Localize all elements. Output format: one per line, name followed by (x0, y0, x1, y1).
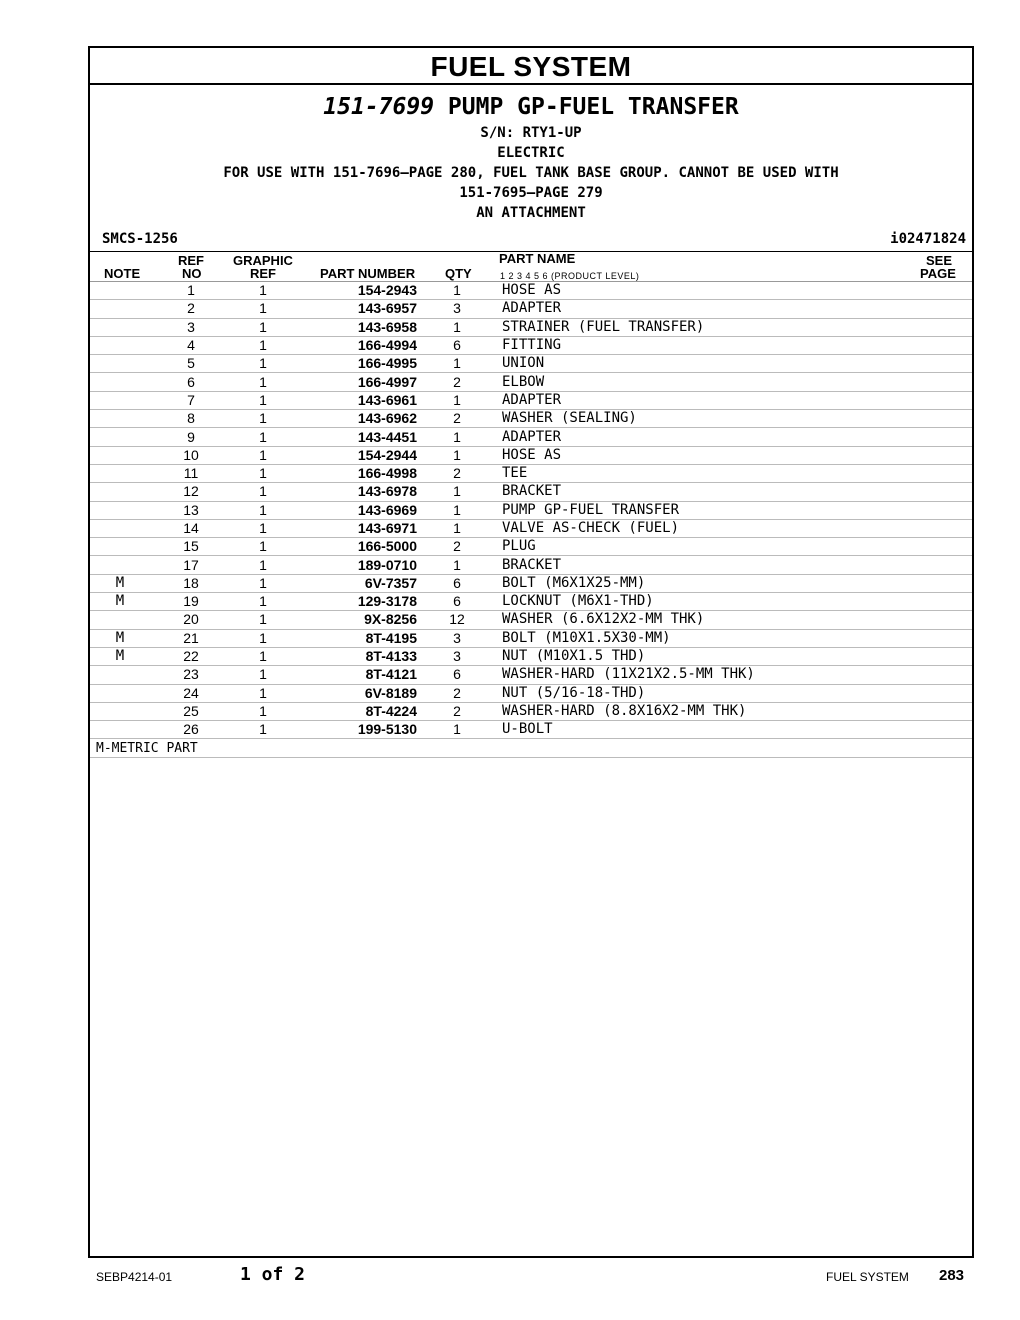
row-note (90, 410, 150, 428)
footer-page-of: 1 of 2 (240, 1264, 306, 1285)
row-ref-no: 9 (150, 428, 232, 446)
row-graphic-ref: 1 (232, 721, 294, 739)
row-part-number: 8T-4195 (294, 629, 420, 647)
row-qty: 2 (420, 702, 494, 720)
row-part-name: BOLT (M6X1X25-MM) (494, 574, 912, 592)
row-see-page (912, 501, 972, 519)
row-graphic-ref: 1 (232, 556, 294, 574)
row-part-name: TEE (494, 464, 912, 482)
row-ref-no: 2 (150, 300, 232, 318)
row-see-page (912, 428, 972, 446)
row-part-number: 9X-8256 (294, 611, 420, 629)
row-qty: 6 (420, 574, 494, 592)
col-part-name-header: PART NAME (499, 251, 576, 266)
row-part-name: NUT (M10X1.5 THD) (494, 647, 912, 665)
row-part-number: 143-6962 (294, 410, 420, 428)
row-ref-no: 26 (150, 721, 232, 739)
group-part-number: 151-7699 (323, 94, 435, 120)
row-part-number: 143-4451 (294, 428, 420, 446)
row-qty: 1 (420, 556, 494, 574)
row-see-page (912, 593, 972, 611)
row-part-number: 143-6957 (294, 300, 420, 318)
row-part-name: BRACKET (494, 556, 912, 574)
row-part-name: BOLT (M10X1.5X30-MM) (494, 629, 912, 647)
row-graphic-ref: 1 (232, 519, 294, 537)
row-part-name: ELBOW (494, 373, 912, 391)
row-part-name: PUMP GP-FUEL TRANSFER (494, 501, 912, 519)
row-graphic-ref: 1 (232, 391, 294, 409)
row-part-name: LOCKNUT (M6X1-THD) (494, 593, 912, 611)
row-see-page (912, 355, 972, 373)
row-ref-no: 1 (150, 282, 232, 300)
row-part-name: UNION (494, 355, 912, 373)
row-part-number: 189-0710 (294, 556, 420, 574)
row-graphic-ref: 1 (232, 684, 294, 702)
group-title (90, 92, 972, 122)
row-ref-no: 5 (150, 355, 232, 373)
row-see-page (912, 410, 972, 428)
row-see-page (912, 391, 972, 409)
row-note (90, 373, 150, 391)
row-see-page (912, 282, 972, 300)
table-row (90, 373, 972, 391)
table-row (90, 501, 972, 519)
row-see-page (912, 647, 972, 665)
table-row (90, 629, 972, 647)
row-qty: 2 (420, 464, 494, 482)
col-ref-header-top: REF (178, 253, 204, 268)
row-graphic-ref: 1 (232, 611, 294, 629)
parts-table (90, 282, 972, 739)
row-qty: 1 (420, 428, 494, 446)
row-qty: 6 (420, 666, 494, 684)
row-see-page (912, 446, 972, 464)
row-note (90, 464, 150, 482)
row-graphic-ref: 1 (232, 318, 294, 336)
row-see-page (912, 538, 972, 556)
row-part-number: 199-5130 (294, 721, 420, 739)
row-part-name: WASHER (6.6X12X2-MM THK) (494, 611, 912, 629)
row-see-page (912, 666, 972, 684)
row-ref-no: 17 (150, 556, 232, 574)
row-graphic-ref: 1 (232, 666, 294, 684)
row-see-page (912, 702, 972, 720)
col-see-header-top: SEE (926, 253, 953, 268)
row-qty: 12 (420, 611, 494, 629)
smcs-code: SMCS-1256 (102, 231, 178, 247)
row-part-number: 166-5000 (294, 538, 420, 556)
row-graphic-ref: 1 (232, 410, 294, 428)
row-note (90, 556, 150, 574)
row-part-number: 166-4995 (294, 355, 420, 373)
row-note: M (90, 574, 150, 592)
row-ref-no: 20 (150, 611, 232, 629)
spec-line: ELECTRIC (497, 145, 565, 161)
col-graphic-header-top: GRAPHIC (233, 253, 293, 268)
row-part-number: 143-6961 (294, 391, 420, 409)
row-graphic-ref: 1 (232, 373, 294, 391)
table-row (90, 300, 972, 318)
row-qty: 3 (420, 629, 494, 647)
row-note (90, 501, 150, 519)
row-part-number: 8T-4133 (294, 647, 420, 665)
row-part-number: 166-4998 (294, 464, 420, 482)
row-note: M (90, 629, 150, 647)
row-part-name: PLUG (494, 538, 912, 556)
row-qty: 2 (420, 538, 494, 556)
row-part-name: FITTING (494, 336, 912, 354)
row-qty: 1 (420, 282, 494, 300)
row-graphic-ref: 1 (232, 647, 294, 665)
row-part-number: 8T-4224 (294, 702, 420, 720)
table-row (90, 282, 972, 300)
row-part-number: 143-6978 (294, 483, 420, 501)
row-qty: 1 (420, 318, 494, 336)
row-qty: 1 (420, 483, 494, 501)
row-see-page (912, 373, 972, 391)
table-row (90, 446, 972, 464)
row-note (90, 666, 150, 684)
row-see-page (912, 519, 972, 537)
row-ref-no: 13 (150, 501, 232, 519)
row-ref-no: 25 (150, 702, 232, 720)
table-row (90, 556, 972, 574)
row-ref-no: 7 (150, 391, 232, 409)
row-part-number: 129-3178 (294, 593, 420, 611)
row-part-name: NUT (5/16-18-THD) (494, 684, 912, 702)
row-part-name: VALVE AS-CHECK (FUEL) (494, 519, 912, 537)
row-part-name: HOSE AS (494, 282, 912, 300)
row-see-page (912, 318, 972, 336)
row-part-number: 143-6958 (294, 318, 420, 336)
row-ref-no: 18 (150, 574, 232, 592)
group-part-name: PUMP GP-FUEL TRANSFER (447, 94, 739, 120)
smcs-row (90, 227, 972, 252)
table-row (90, 538, 972, 556)
row-graphic-ref: 1 (232, 538, 294, 556)
table-row (90, 355, 972, 373)
row-note (90, 446, 150, 464)
row-qty: 1 (420, 355, 494, 373)
table-row (90, 593, 972, 611)
row-graphic-ref: 1 (232, 702, 294, 720)
row-qty: 2 (420, 410, 494, 428)
usage-note-line-3: AN ATTACHMENT (476, 205, 586, 221)
table-row (90, 702, 972, 720)
row-note (90, 684, 150, 702)
row-note (90, 483, 150, 501)
section-title: FUEL SYSTEM (90, 48, 972, 85)
row-note: M (90, 593, 150, 611)
row-graphic-ref: 1 (232, 355, 294, 373)
row-graphic-ref: 1 (232, 428, 294, 446)
row-note (90, 538, 150, 556)
col-qty-header: QTY (445, 266, 472, 281)
row-graphic-ref: 1 (232, 593, 294, 611)
table-row (90, 391, 972, 409)
row-see-page (912, 684, 972, 702)
row-note (90, 282, 150, 300)
row-qty: 1 (420, 446, 494, 464)
row-part-number: 154-2943 (294, 282, 420, 300)
row-see-page (912, 721, 972, 739)
usage-note-line-1: FOR USE WITH 151-7696—PAGE 280, FUEL TANK BASE GROUP. CANNOT BE USED WITH (223, 165, 839, 181)
row-see-page (912, 556, 972, 574)
row-qty: 6 (420, 593, 494, 611)
parts-table-body (90, 282, 972, 739)
row-ref-no: 4 (150, 336, 232, 354)
usage-note-line-2: 151-7695—PAGE 279 (459, 185, 603, 201)
table-row (90, 666, 972, 684)
row-ref-no: 12 (150, 483, 232, 501)
row-qty: 1 (420, 391, 494, 409)
row-graphic-ref: 1 (232, 464, 294, 482)
col-graphic-header-bottom: REF (250, 266, 276, 281)
table-row (90, 684, 972, 702)
row-ref-no: 19 (150, 593, 232, 611)
table-row (90, 574, 972, 592)
row-graphic-ref: 1 (232, 574, 294, 592)
row-see-page (912, 574, 972, 592)
serial-line: S/N: RTY1-UP (480, 125, 582, 141)
column-headers (90, 252, 972, 282)
table-row (90, 611, 972, 629)
row-qty: 2 (420, 373, 494, 391)
parts-page-frame (88, 46, 974, 1258)
row-ref-no: 8 (150, 410, 232, 428)
row-note (90, 336, 150, 354)
row-part-name: BRACKET (494, 483, 912, 501)
group-header (90, 92, 972, 223)
illustration-id: i02471824 (890, 231, 966, 247)
row-ref-no: 10 (150, 446, 232, 464)
col-note-header: NOTE (104, 266, 141, 281)
table-row (90, 483, 972, 501)
row-ref-no: 23 (150, 666, 232, 684)
row-graphic-ref: 1 (232, 446, 294, 464)
row-qty: 1 (420, 721, 494, 739)
table-row (90, 519, 972, 537)
footer-doc-id: SEBP4214-01 (96, 1270, 173, 1284)
table-row (90, 410, 972, 428)
row-note (90, 519, 150, 537)
row-part-number: 143-6971 (294, 519, 420, 537)
row-part-number: 166-4994 (294, 336, 420, 354)
row-graphic-ref: 1 (232, 282, 294, 300)
row-graphic-ref: 1 (232, 336, 294, 354)
row-note (90, 300, 150, 318)
row-see-page (912, 336, 972, 354)
row-part-number: 6V-8189 (294, 684, 420, 702)
row-ref-no: 21 (150, 629, 232, 647)
table-row (90, 318, 972, 336)
row-part-number: 166-4997 (294, 373, 420, 391)
row-ref-no: 24 (150, 684, 232, 702)
row-part-number: 154-2944 (294, 446, 420, 464)
row-part-name: ADAPTER (494, 391, 912, 409)
row-ref-no: 6 (150, 373, 232, 391)
row-see-page (912, 629, 972, 647)
footer-section: FUEL SYSTEM (826, 1270, 909, 1284)
row-see-page (912, 483, 972, 501)
table-row (90, 647, 972, 665)
row-note: M (90, 647, 150, 665)
row-part-name: ADAPTER (494, 300, 912, 318)
footnote-metric: M-METRIC PART (90, 739, 972, 758)
page-footer (0, 1262, 1020, 1292)
row-qty: 2 (420, 684, 494, 702)
row-qty: 1 (420, 501, 494, 519)
table-row (90, 464, 972, 482)
col-part-number-header: PART NUMBER (320, 266, 416, 281)
table-row (90, 336, 972, 354)
col-ref-header-bottom: NO (182, 266, 202, 281)
row-see-page (912, 464, 972, 482)
row-graphic-ref: 1 (232, 300, 294, 318)
row-part-number: 143-6969 (294, 501, 420, 519)
row-part-name: ADAPTER (494, 428, 912, 446)
row-qty: 6 (420, 336, 494, 354)
row-qty: 3 (420, 300, 494, 318)
row-note (90, 391, 150, 409)
footer-page-number: 283 (939, 1267, 965, 1284)
row-part-name: WASHER-HARD (8.8X16X2-MM THK) (494, 702, 912, 720)
row-part-number: 8T-4121 (294, 666, 420, 684)
row-ref-no: 11 (150, 464, 232, 482)
row-part-name: WASHER (SEALING) (494, 410, 912, 428)
product-level-legend: 1 2 3 4 5 6 (PRODUCT LEVEL) (500, 271, 640, 281)
row-ref-no: 15 (150, 538, 232, 556)
row-note (90, 611, 150, 629)
row-see-page (912, 611, 972, 629)
row-ref-no: 14 (150, 519, 232, 537)
table-row (90, 721, 972, 739)
row-part-name: HOSE AS (494, 446, 912, 464)
row-note (90, 702, 150, 720)
row-note (90, 428, 150, 446)
row-qty: 3 (420, 647, 494, 665)
row-graphic-ref: 1 (232, 501, 294, 519)
row-part-name: WASHER-HARD (11X21X2.5-MM THK) (494, 666, 912, 684)
row-part-name: STRAINER (FUEL TRANSFER) (494, 318, 912, 336)
row-qty: 1 (420, 519, 494, 537)
row-note (90, 318, 150, 336)
row-part-number: 6V-7357 (294, 574, 420, 592)
row-see-page (912, 300, 972, 318)
row-note (90, 355, 150, 373)
row-ref-no: 3 (150, 318, 232, 336)
row-ref-no: 22 (150, 647, 232, 665)
row-part-name: U-BOLT (494, 721, 912, 739)
row-graphic-ref: 1 (232, 629, 294, 647)
row-note (90, 721, 150, 739)
table-row (90, 428, 972, 446)
row-graphic-ref: 1 (232, 483, 294, 501)
col-see-header-bottom: PAGE (920, 266, 956, 281)
